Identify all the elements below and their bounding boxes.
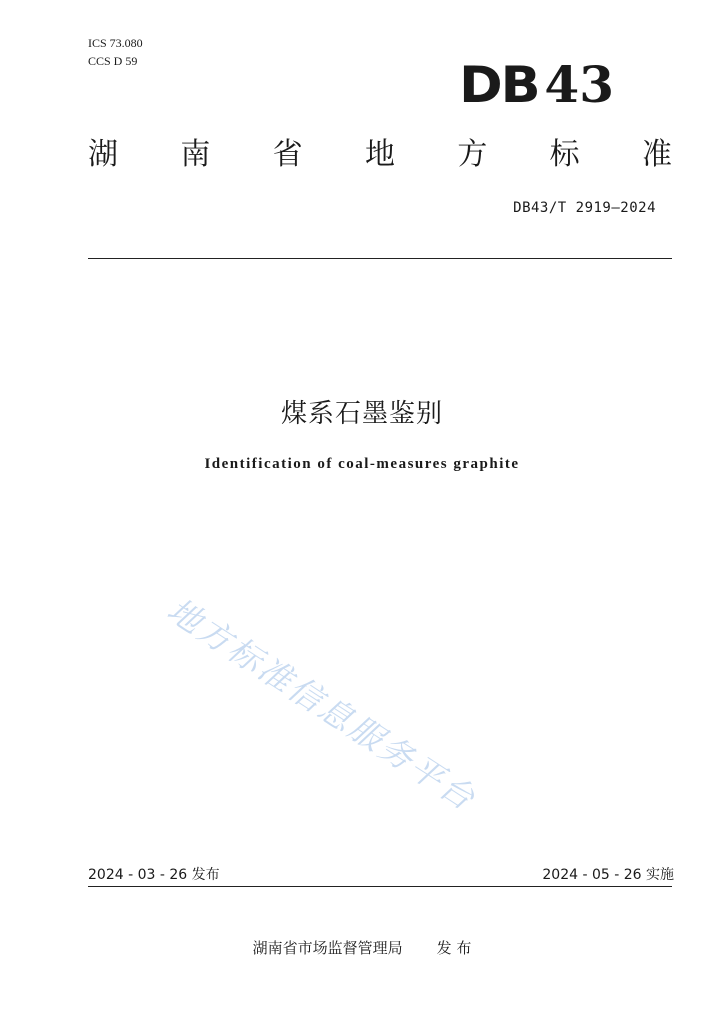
- bottom-divider: [88, 886, 672, 887]
- standard-type-char: 湖: [88, 137, 118, 172]
- implement-date: 2024 - 05 - 26 实施: [542, 867, 674, 883]
- db-logo: [458, 55, 614, 114]
- standard-type-char: 方: [457, 137, 488, 172]
- db-logo-number: 43: [544, 55, 614, 114]
- standard-type-heading: [88, 135, 672, 175]
- watermark: 地方标准信息服务平台: [160, 590, 484, 819]
- ics-code: ICS 73.080: [88, 36, 143, 50]
- title-chinese: 煤系石墨鉴别: [280, 399, 443, 429]
- publish-date: 2024 - 03 - 26 发布: [88, 867, 220, 883]
- top-divider: [88, 258, 672, 259]
- standard-type-char: 省: [272, 137, 303, 172]
- ccs-code: CCS D 59: [88, 54, 138, 68]
- standard-type-char: 南: [180, 137, 211, 172]
- classification-codes: [88, 34, 143, 70]
- standard-type-char: 地: [364, 137, 395, 172]
- standard-type-char: 标: [549, 137, 580, 172]
- publisher-action: 发 布: [436, 939, 472, 957]
- publisher-name: 湖南省市场监督管理局: [252, 939, 403, 957]
- db-logo-letters: DB: [458, 56, 539, 114]
- standard-code: DB43/T 2919—2024: [513, 200, 656, 216]
- publisher-line: [0, 937, 724, 958]
- standard-type-char: 准: [641, 137, 672, 172]
- date-row: [88, 864, 674, 884]
- title-english: Identification of coal-measures graphite: [204, 456, 520, 472]
